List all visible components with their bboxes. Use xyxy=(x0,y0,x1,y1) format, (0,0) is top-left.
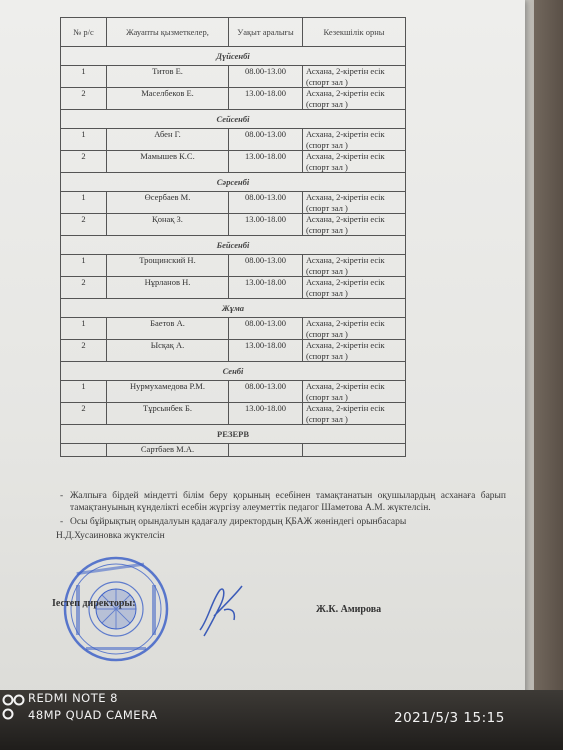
row-number: 1 xyxy=(61,318,107,340)
reserve-place xyxy=(303,444,406,457)
table-row xyxy=(61,151,406,173)
duty-place: Асхана, 2-кіретін есік (спорт зал ) xyxy=(303,340,406,362)
staff-name: Абен Г. xyxy=(107,129,229,151)
duty-place: Асхана, 2-кіретін есік (спорт зал ) xyxy=(303,381,406,403)
note-bullet: - xyxy=(60,491,64,501)
duty-place: Асхана, 2-кіретін есік (спорт зал ) xyxy=(303,318,406,340)
day-name: Сенбі xyxy=(61,362,406,381)
official-stamp-seal xyxy=(62,555,170,663)
photo-timestamp: 2021/5/3 15:15 xyxy=(394,710,505,726)
day-header-row xyxy=(61,299,406,318)
time-range: 13.00-18.00 xyxy=(229,214,303,236)
row-number: 2 xyxy=(61,340,107,362)
staff-name: Титов Е. xyxy=(107,66,229,88)
reserve-number xyxy=(61,444,107,457)
row-number: 1 xyxy=(61,381,107,403)
day-header-row xyxy=(61,47,406,66)
row-number: 1 xyxy=(61,66,107,88)
duty-place: Асхана, 2-кіретін есік (спорт зал ) xyxy=(303,214,406,236)
duty-schedule-table xyxy=(60,17,406,457)
time-range: 08.00-13.00 xyxy=(229,66,303,88)
staff-name: Нурмухамедова Р.М. xyxy=(107,381,229,403)
duty-place: Асхана, 2-кіретін есік (спорт зал ) xyxy=(303,255,406,277)
day-header-row xyxy=(61,110,406,129)
day-name: Сәрсенбі xyxy=(61,173,406,192)
time-range: 08.00-13.00 xyxy=(229,381,303,403)
camera-watermark-icon xyxy=(2,693,26,723)
table-row xyxy=(61,403,406,425)
staff-name: Нұрланов Н. xyxy=(107,277,229,299)
duty-place: Асхана, 2-кіретін есік (спорт зал ) xyxy=(303,88,406,110)
time-range: 13.00-18.00 xyxy=(229,151,303,173)
camera-watermark-text xyxy=(28,690,157,724)
row-number: 2 xyxy=(61,403,107,425)
table-row xyxy=(61,192,406,214)
time-range: 13.00-18.00 xyxy=(229,277,303,299)
staff-name: Мамышев К.С. xyxy=(107,151,229,173)
time-range: 08.00-13.00 xyxy=(229,255,303,277)
staff-name: Қонақ З. xyxy=(107,214,229,236)
row-number: 1 xyxy=(61,192,107,214)
table-row xyxy=(61,340,406,362)
header-time: Уақыт аралығы xyxy=(229,18,303,47)
day-header-row xyxy=(61,173,406,192)
signature-title: Іестеп директоры: xyxy=(52,598,136,609)
duty-place: Асхана, 2-кіретін есік (спорт зал ) xyxy=(303,151,406,173)
reserve-header-row xyxy=(61,425,406,444)
table-row xyxy=(61,318,406,340)
table-row xyxy=(61,66,406,88)
header-number: № р/с xyxy=(61,18,107,47)
reserve-row xyxy=(61,444,406,457)
note-item xyxy=(56,516,506,528)
header-responsible: Жауапты қызметкелер, xyxy=(107,18,229,47)
row-number: 2 xyxy=(61,151,107,173)
table-row xyxy=(61,255,406,277)
duty-place: Асхана, 2-кіретін есік (спорт зал ) xyxy=(303,277,406,299)
table-row xyxy=(61,129,406,151)
day-name: Дүйсенбі xyxy=(61,47,406,66)
note-item xyxy=(56,490,506,514)
row-number: 1 xyxy=(61,255,107,277)
day-header-row xyxy=(61,236,406,255)
day-name: Жұма xyxy=(61,299,406,318)
camera-lens: 48MP QUAD CAMERA xyxy=(28,708,158,722)
table-row xyxy=(61,214,406,236)
row-number: 2 xyxy=(61,277,107,299)
time-range: 13.00-18.00 xyxy=(229,403,303,425)
table-row xyxy=(61,88,406,110)
note-continuation: Н.Д.Хусаиновка жүктелсін xyxy=(56,531,165,541)
row-number: 2 xyxy=(61,214,107,236)
time-range: 08.00-13.00 xyxy=(229,129,303,151)
time-range: 08.00-13.00 xyxy=(229,192,303,214)
duty-place: Асхана, 2-кіретін есік (спорт зал ) xyxy=(303,403,406,425)
day-name: Сейсенбі xyxy=(61,110,406,129)
table-body xyxy=(61,47,406,457)
staff-name: Маселбеков Е. xyxy=(107,88,229,110)
signatory-name: Ж.К. Амирова xyxy=(316,604,382,615)
time-range: 08.00-13.00 xyxy=(229,318,303,340)
staff-name: Өсербаев М. xyxy=(107,192,229,214)
table-row xyxy=(61,381,406,403)
time-range: 13.00-18.00 xyxy=(229,340,303,362)
staff-name: Ысқақ А. xyxy=(107,340,229,362)
row-number: 1 xyxy=(61,129,107,151)
day-name: Бейсенбі xyxy=(61,236,406,255)
duty-place: Асхана, 2-кіретін есік (спорт зал ) xyxy=(303,66,406,88)
handwritten-signature xyxy=(190,580,250,640)
reserve-label: РЕЗЕРВ xyxy=(61,425,406,444)
staff-name: Тұрсынбек Б. xyxy=(107,403,229,425)
row-number: 2 xyxy=(61,88,107,110)
notes-section xyxy=(56,490,506,542)
reserve-name: Сартбаев М.А. xyxy=(107,444,229,457)
note-text: Осы бұйрықтың орындалуын қадағалу директордың ҚБАЖ жөніндегі орынбасары xyxy=(70,517,407,527)
camera-model: REDMI NOTE 8 xyxy=(28,691,118,705)
staff-name: Баетов А. xyxy=(107,318,229,340)
table-row xyxy=(61,277,406,299)
day-header-row xyxy=(61,362,406,381)
header-place: Кезекшілік орны xyxy=(303,18,406,47)
table-header-row xyxy=(61,18,406,47)
duty-place: Асхана, 2-кіретін есік (спорт зал ) xyxy=(303,192,406,214)
duty-place: Асхана, 2-кіретін есік (спорт зал ) xyxy=(303,129,406,151)
reserve-time xyxy=(229,444,303,457)
time-range: 13.00-18.00 xyxy=(229,88,303,110)
note-bullet: - xyxy=(60,517,64,527)
staff-name: Трощинский Н. xyxy=(107,255,229,277)
note-text: Жалпыға бірдей міндетті білім беру қорының есебінен тамақтанатын оқушылардың асханаға барып тамақтануының күнделікті есебін жүргізу әлеуметтік педагог Шаметова А.М. жүктелсін. xyxy=(70,491,506,513)
